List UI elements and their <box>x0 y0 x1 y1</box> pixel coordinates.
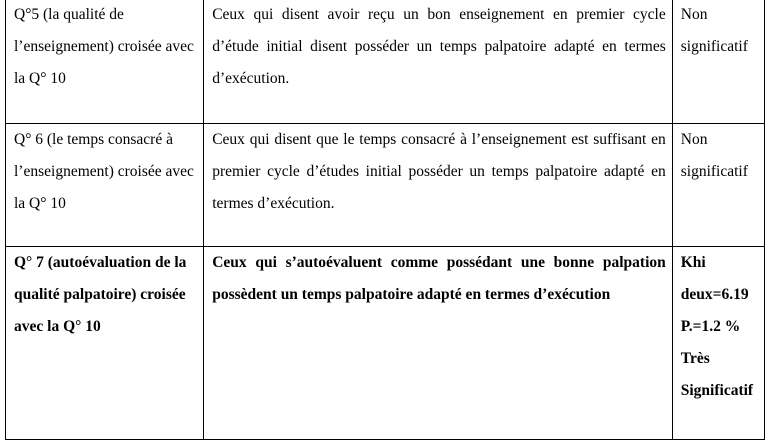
description-cell <box>204 124 673 247</box>
question-text: Q° 6 (le temps consacré à l’enseignement) croisée avec la Q° 10 <box>14 131 194 212</box>
question-cell <box>6 124 204 247</box>
question-cell <box>6 0 204 124</box>
description-text: Ceux qui disent avoir reçu un bon enseignement en premier cycle d’étude initial disent posséder un temps palpatoire adapté en termes d’exécution. <box>212 6 666 87</box>
result-cell <box>672 124 764 247</box>
table-row <box>6 247 765 440</box>
question-text: Q° 7 (autoévaluation de la qualité palpatoire) croisée avec la Q° 10 <box>14 254 187 335</box>
table-row <box>6 0 765 124</box>
description-text: Ceux qui disent que le temps consacré à l’enseignement est suffisant en premier cycle d’études initial posséder un temps palpatoire adapté en termes d’exécution. <box>212 131 666 212</box>
question-cell <box>6 247 204 440</box>
result-text: Khi deux=6.19 P.=1.2 % Très Significatif <box>680 254 754 399</box>
results-table <box>5 0 765 440</box>
result-cell <box>672 247 764 440</box>
result-cell <box>672 0 764 124</box>
result-text: Non significatif <box>680 131 748 180</box>
description-cell <box>204 0 673 124</box>
description-cell <box>204 247 673 440</box>
table-row <box>6 124 765 247</box>
description-text: Ceux qui s’autoévaluent comme possédant une bonne palpation possèdent un temps palpatoire adapté en termes d’exécution <box>212 254 666 303</box>
question-text: Q°5 (la qualité de l’enseignement) croisée avec la Q° 10 <box>14 6 194 87</box>
result-text: Non significatif <box>680 6 748 55</box>
